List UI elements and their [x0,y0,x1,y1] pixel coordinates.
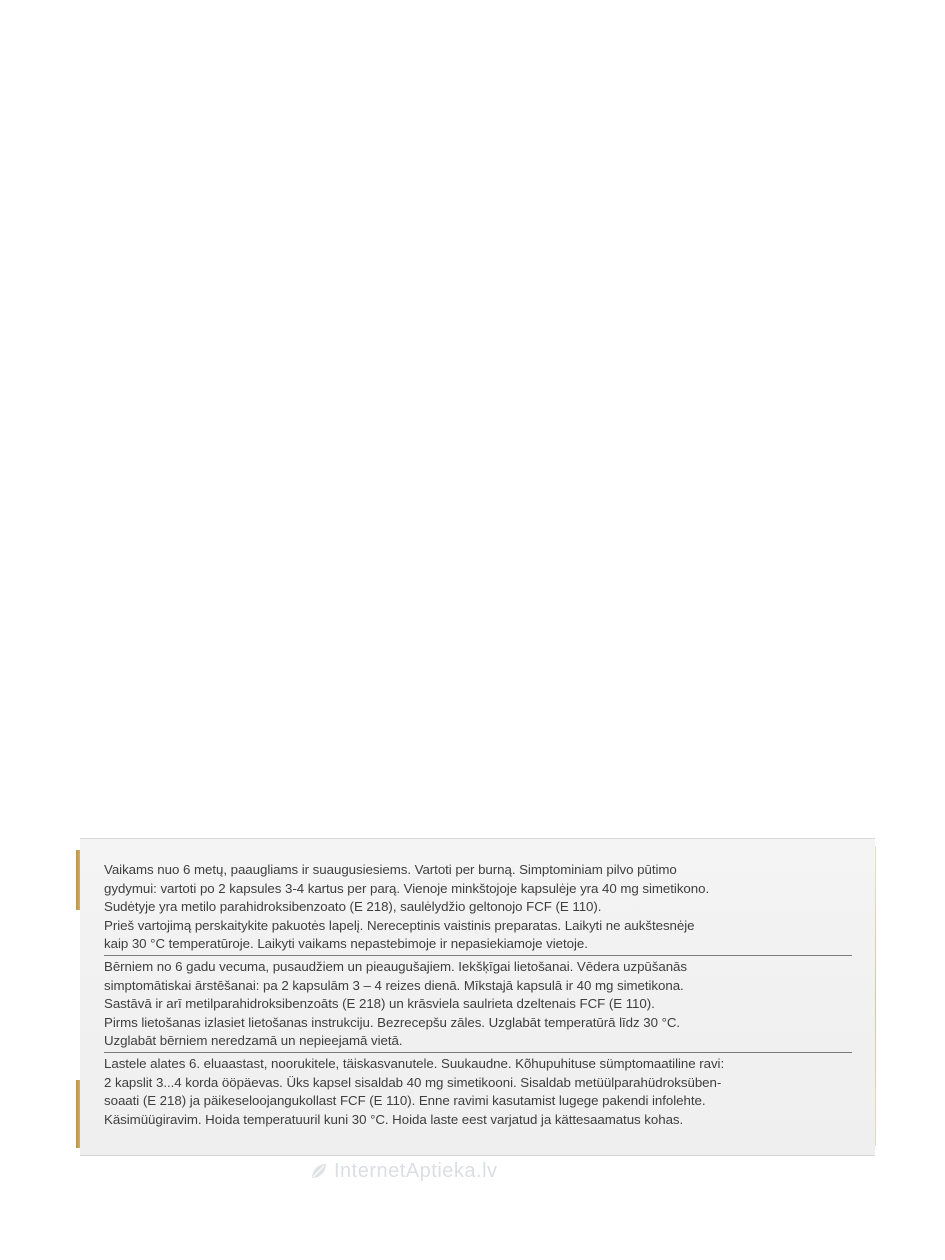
text-line: Lastele alates 6. eluaastast, noorukitele, täiskasvanutele. Suukaudne. Kõhupuhituse sümptomaatiline ravi: [104,1055,725,1071]
estonian-text-block [104,1055,852,1129]
section-divider [104,1052,852,1053]
text-line: 2 kapslit 3...4 korda ööpäevas. Üks kapsel sisaldab 40 mg simetikooni. Sisaldab metüülparahüdroksüben- [104,1074,722,1090]
watermark [310,1157,498,1185]
text-line: soaati (E 218) ja päikeseloojangukollast FCF (E 110). Enne ravimi kasutamist lugege pakendi infolehte. [104,1093,706,1109]
text-line: Prieš vartojimą perskaitykite pakuotės lapelį. Nereceptinis vaistinis preparatas. Laikyti ne aukštesnėje [104,917,695,933]
text-line: gydymui: vartoti po 2 kapsules 3-4 kartus per parą. Vienoje minkštojoje kapsulėje yra 40 mg simetikono. [104,880,710,896]
text-line: Bērniem no 6 gadu vecuma, pusaudžiem un pieaugušajiem. Iekšķīgai lietošanai. Vēdera uzpūšanās [104,958,687,974]
text-line: Sastāvā ir arī metilparahidroksibenzoāts (E 218) un krāsviela saulrieta dzeltenais FCF (E 110). [104,996,655,1012]
pharmacy-leaf-icon [310,1162,328,1180]
section-divider [104,955,852,956]
package-text-area [104,861,852,1129]
text-line: Sudėtyje yra metilo parahidroksibenzoato (E 218), saulėlydžio geltonojo FCF (E 110). [104,899,602,915]
text-line: Uzglabāt bērniem neredzamā un nepieejamā vietā. [104,1033,403,1049]
text-line: kaip 30 °C temperatūroje. Laikyti vaikams nepastebimoje ir nepasiekiamoje vietoje. [104,936,588,952]
text-line: simptomātiskai ārstēšanai: pa 2 kapsulām 3 – 4 reizes dienā. Mīkstajā kapsulā ir 40 mg simetikona. [104,977,684,993]
text-line: Pirms lietošanas izlasiet lietošanas instrukciju. Bezrecepšu zāles. Uzglabāt temperatūrā līdz 30 °C. [104,1014,681,1030]
medicine-package-back-panel [80,838,875,1156]
text-line: Vaikams nuo 6 metų, paaugliams ir suaugusiesiems. Vartoti per burną. Simptominiam pilvo pūtimo [104,862,677,877]
text-line: Käsimüügiravim. Hoida temperatuuril kuni 30 °C. Hoida laste eest varjatud ja kättesaamatus kohas. [104,1111,684,1127]
lithuanian-text-block [104,861,852,954]
latvian-text-block [104,958,852,1051]
watermark-text: InternetAptieka.lv [334,1159,498,1182]
